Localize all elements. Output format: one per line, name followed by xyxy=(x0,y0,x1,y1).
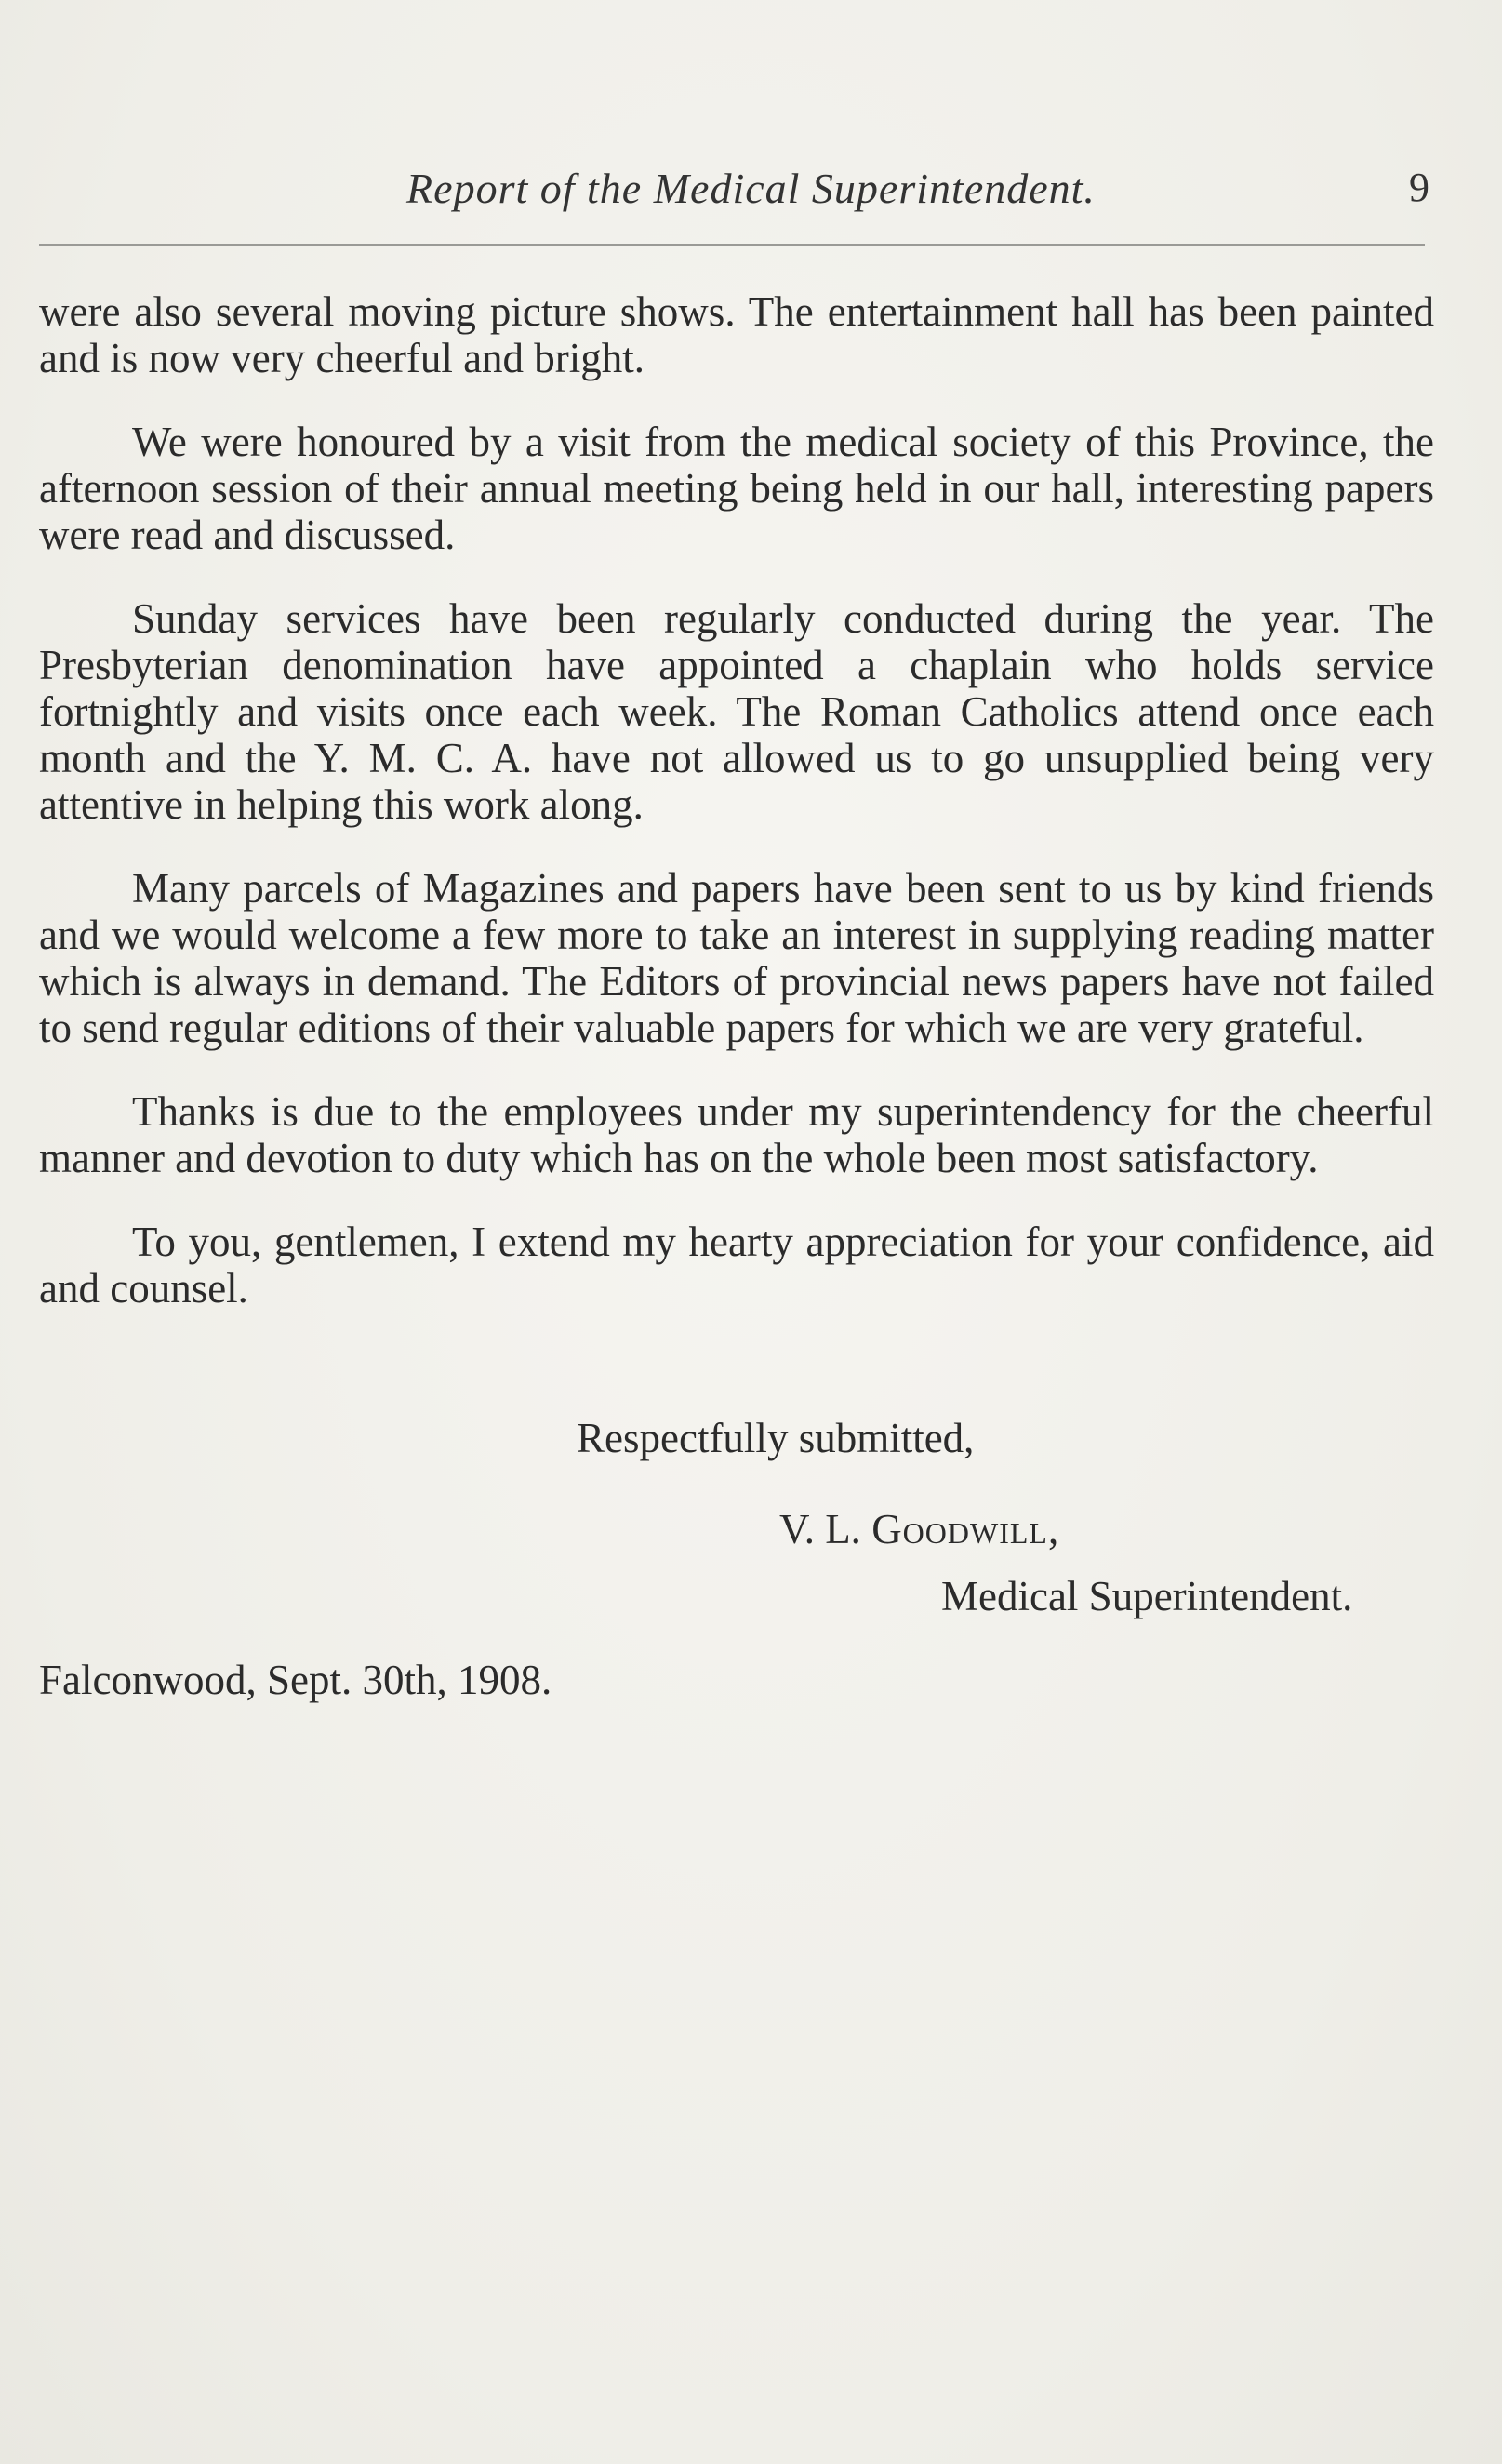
page-header xyxy=(0,164,1502,220)
report-body xyxy=(39,288,1434,1349)
page-number: 9 xyxy=(1409,165,1429,210)
header-rule xyxy=(39,244,1425,246)
paragraph-medical-society: We were honoured by a visit from the medical society of this Province, the afternoon session of their annual meeting being held in our hall, interesting papers were read and discussed. xyxy=(39,419,1434,558)
closing-line: Respectfully submitted, xyxy=(577,1415,975,1461)
paragraph-gentlemen: To you, gentlemen, I extend my hearty appreciation for your confidence, aid and counsel. xyxy=(39,1219,1434,1312)
signature-name xyxy=(779,1505,1059,1553)
signature-title: Medical Superintendent. xyxy=(941,1573,1353,1619)
running-title: Report of the Medical Superintendent. xyxy=(406,165,1096,212)
paragraph-magazines: Many parcels of Magazines and papers have been sent to us by kind friends and we would welcome a few more to take an interest in supplying reading matter which is always in demand. The Editors of provincial news papers have not failed to send regular editions of their valuable papers for which we are very grateful. xyxy=(39,865,1434,1051)
paragraph-employees: Thanks is due to the employees under my superintendency for the cheerful manner and devotion to duty which has on the whole been most satisfactory. xyxy=(39,1088,1434,1181)
paragraph-sunday-services: Sunday services have been regularly conducted during the year. The Presbyterian denomination have appointed a chaplain who holds service fortnightly and visits once each week. The Roman Catholics attend once each month and the Y. M. C. A. have not allowed us to go unsupplied being very attentive in helping this work along. xyxy=(39,595,1434,828)
dateline: Falconwood, Sept. 30th, 1908. xyxy=(39,1657,552,1703)
signature-initials: V. L. xyxy=(779,1506,861,1552)
paragraph-moving-pictures: were also several moving picture shows. The entertainment hall has been painted and is now very cheerful and bright. xyxy=(39,288,1434,381)
signature-surname: Goodwill, xyxy=(871,1506,1060,1552)
